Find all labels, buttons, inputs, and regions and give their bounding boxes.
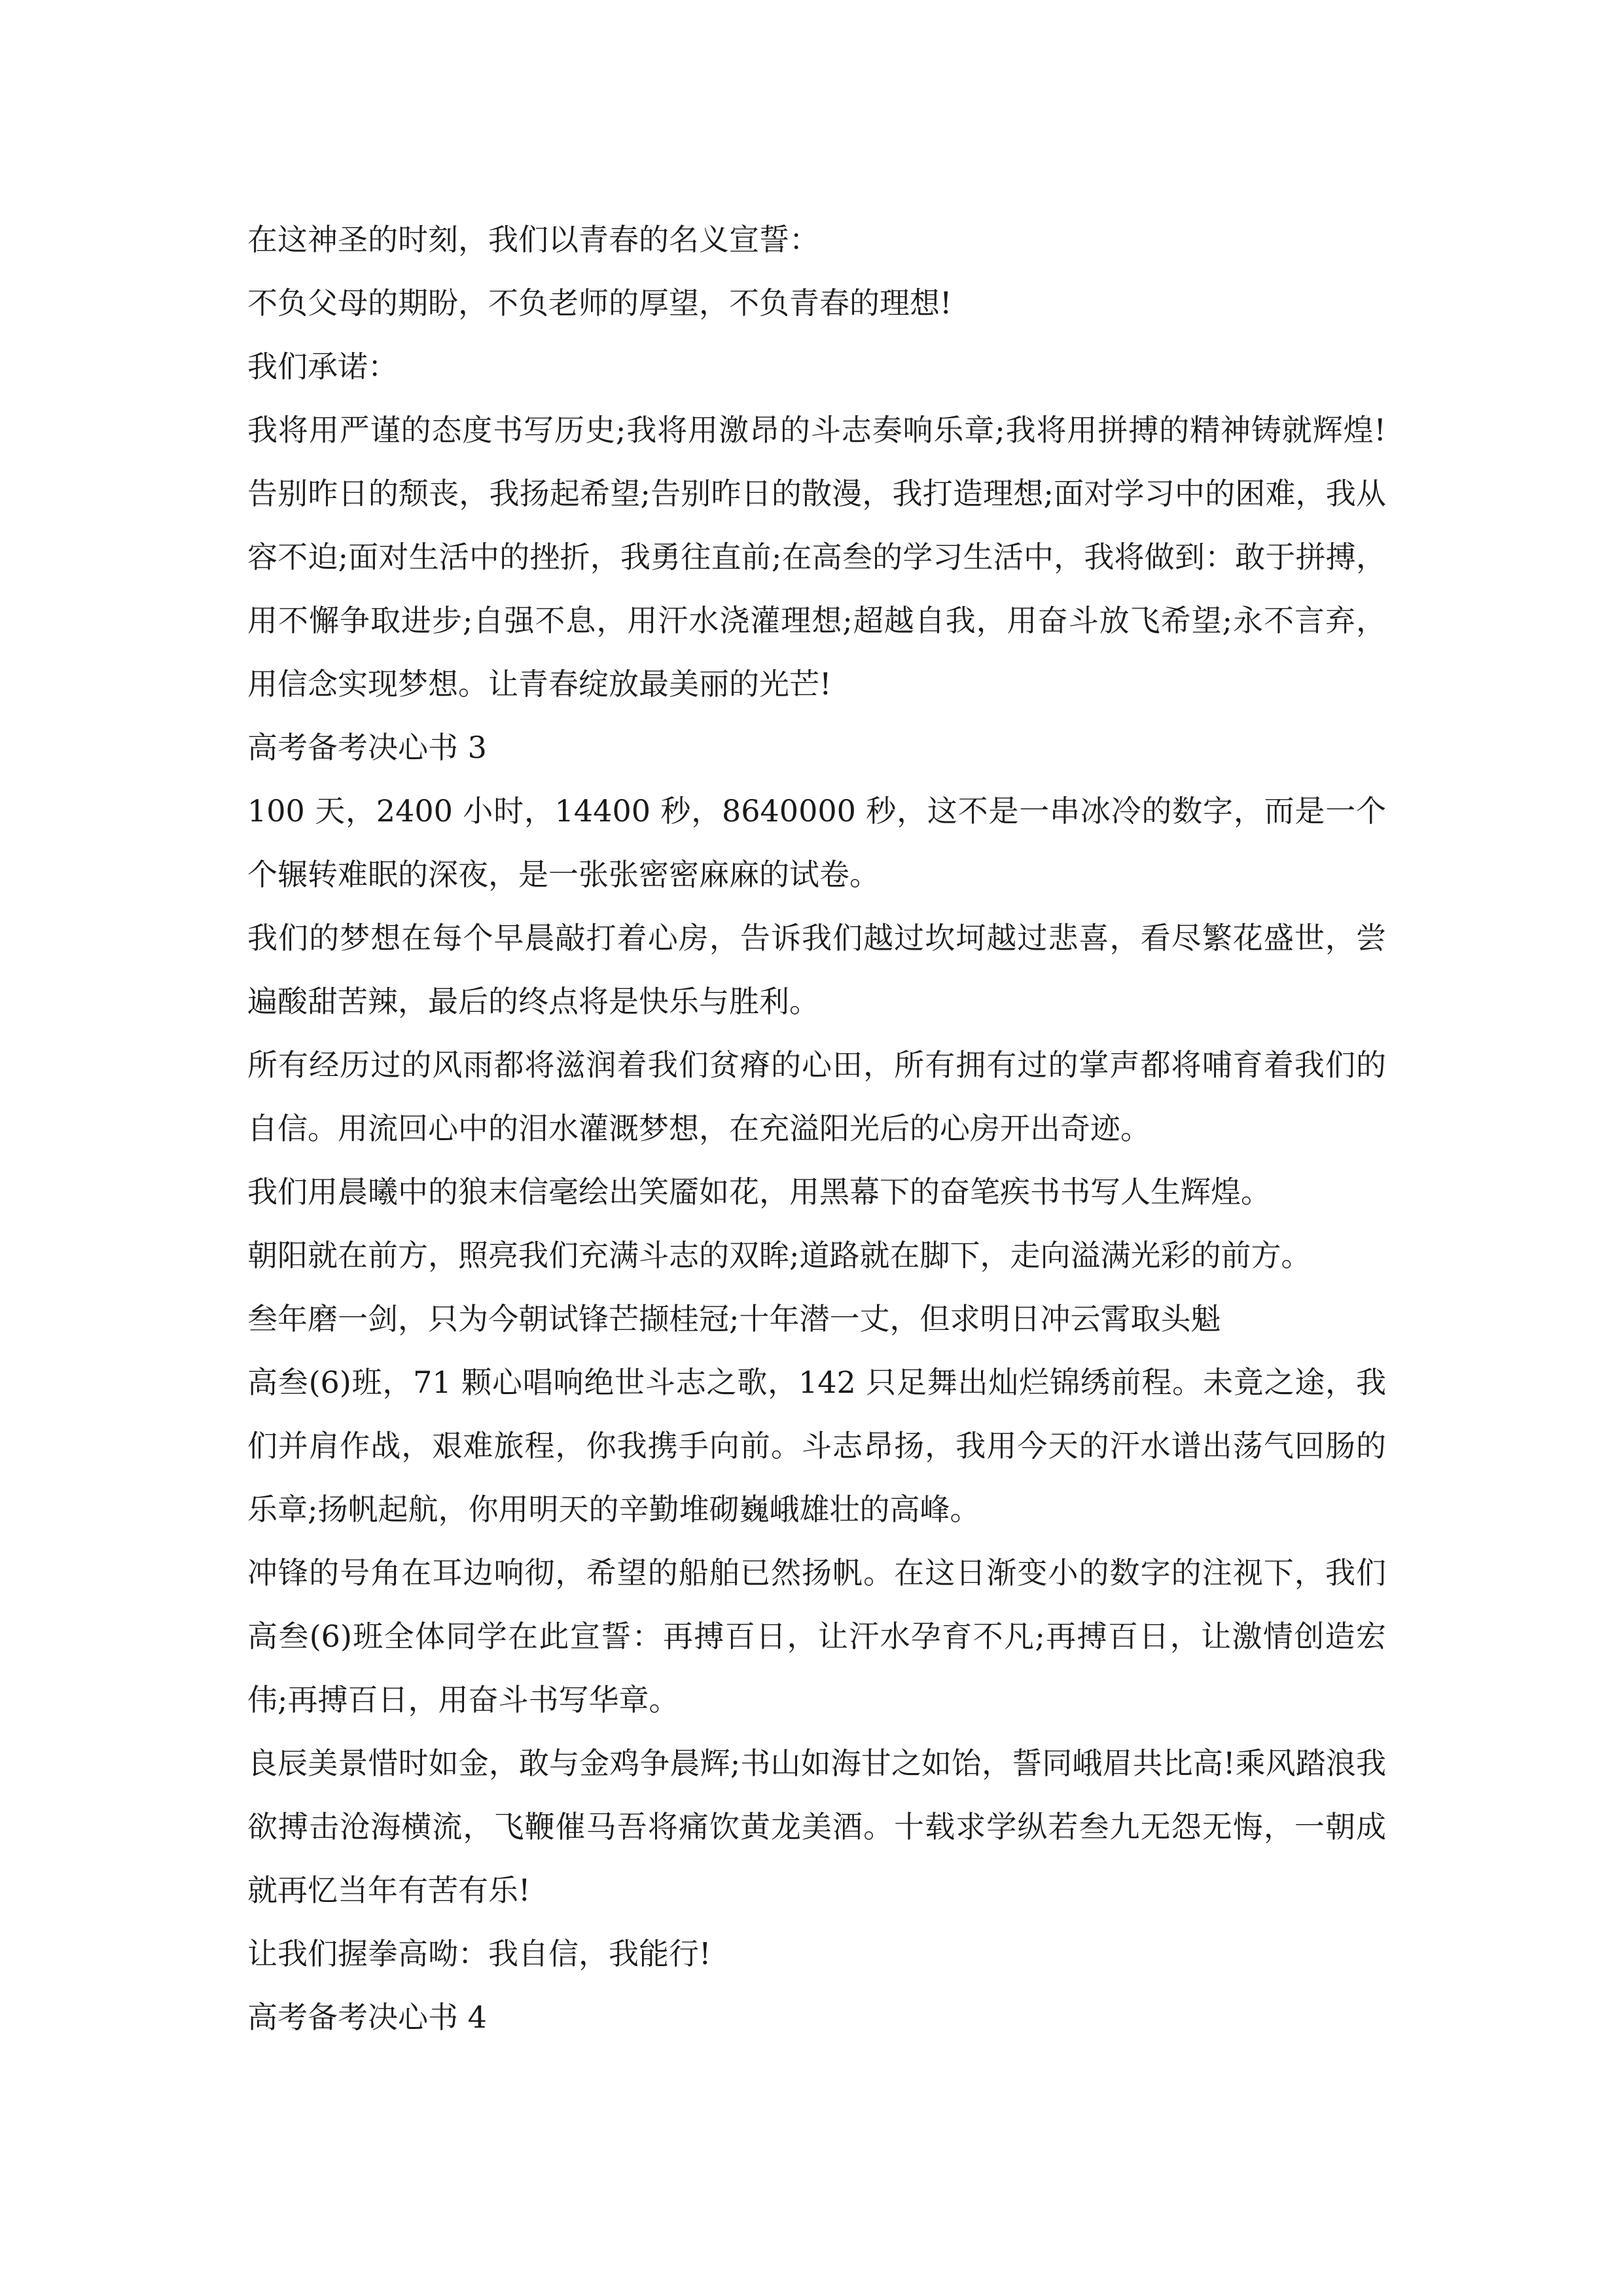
paragraph: 不负父母的期盼，不负老师的厚望，不负青春的理想! xyxy=(247,285,952,321)
paragraph: 所有经历过的风雨都将滋润着我们贫瘠的心田，所有拥有过的掌声都将哺育着我们的自信。用流回心中的泪水灌溉梦想，在充溢阳光后的心房开出奇迹。 xyxy=(247,1047,1386,1146)
paragraph: 让我们握拳高呦：我自信，我能行! xyxy=(247,1936,711,1971)
paragraph: 冲锋的号角在耳边响彻，希望的船舶已然扬帆。在这日渐变小的数字的注视下，我们高叁(6)班全体同学在此宣誓：再搏百日，让汗水孕育不凡;再搏百日，让激情创造宏伟;再搏百日，用奋斗书写华章。 xyxy=(247,1555,1386,1717)
paragraph: 良辰美景惜时如金，敢与金鸡争晨辉;书山如海甘之如饴，誓同峨眉共比高!乘风踏浪我欲搏击沧海横流，飞鞭催马吾将痛饮黄龙美酒。十载求学纵若叁九无怨无悔，一朝成就再忆当年有苦有乐! xyxy=(247,1746,1386,1908)
paragraph: 我们的梦想在每个早晨敲打着心房，告诉我们越过坎坷越过悲喜，看尽繁花盛世，尝遍酸甜苦辣，最后的终点将是快乐与胜利。 xyxy=(247,920,1386,1019)
section-heading: 高考备考决心书 3 xyxy=(247,730,487,765)
paragraph: 高叁(6)班，71 颗心唱响绝世斗志之歌，142 只足舞出灿烂锦绣前程。未竟之途，我们并肩作战，艰难旅程，你我携手向前。斗志昂扬，我用今天的汗水谱出荡气回肠的乐章;扬帆起航，你用明天的辛勤堆砌巍峨雄壮的高峰。 xyxy=(247,1365,1386,1527)
paragraph: 我们用晨曦中的狼末信毫绘出笑靥如花，用黑幕下的奋笔疾书书写人生辉煌。 xyxy=(247,1174,1271,1210)
paragraph: 叁年磨一剑，只为今朝试锋芒撷桂冠;十年潜一丈，但求明日冲云霄取头魁 xyxy=(247,1301,1221,1336)
paragraph: 在这神圣的时刻，我们以青春的名义宣誓： xyxy=(247,222,819,257)
section-heading: 高考备考决心书 4 xyxy=(247,2000,487,2035)
paragraph: 朝阳就在前方，照亮我们充满斗志的双眸;道路就在脚下，走向溢满光彩的前方。 xyxy=(247,1238,1311,1273)
paragraph: 100 天，2400 小时，14400 秒，8640000 秒，这不是一串冰冷的数字，而是一个个辗转难眠的深夜，是一张张密密麻麻的试卷。 xyxy=(247,793,1386,892)
paragraph: 我将用严谨的态度书写历史;我将用激昂的斗志奏响乐章;我将用拼搏的精神铸就辉煌!告别昨日的颓丧，我扬起希望;告别昨日的散漫，我打造理想;面对学习中的困难，我从容不迫;面对生活中的挫折，我勇往直前;在高叁的学习生活中，我将做到：敢于拼搏，用不懈争取进步;自强不息，用汗水浇灌理想;超越自我，用奋斗放飞希望;永不言弃，用信念实现梦想。让青春绽放最美丽的光芒! xyxy=(247,412,1386,702)
paragraph: 我们承诺： xyxy=(247,349,398,384)
document-body xyxy=(247,208,1386,2049)
